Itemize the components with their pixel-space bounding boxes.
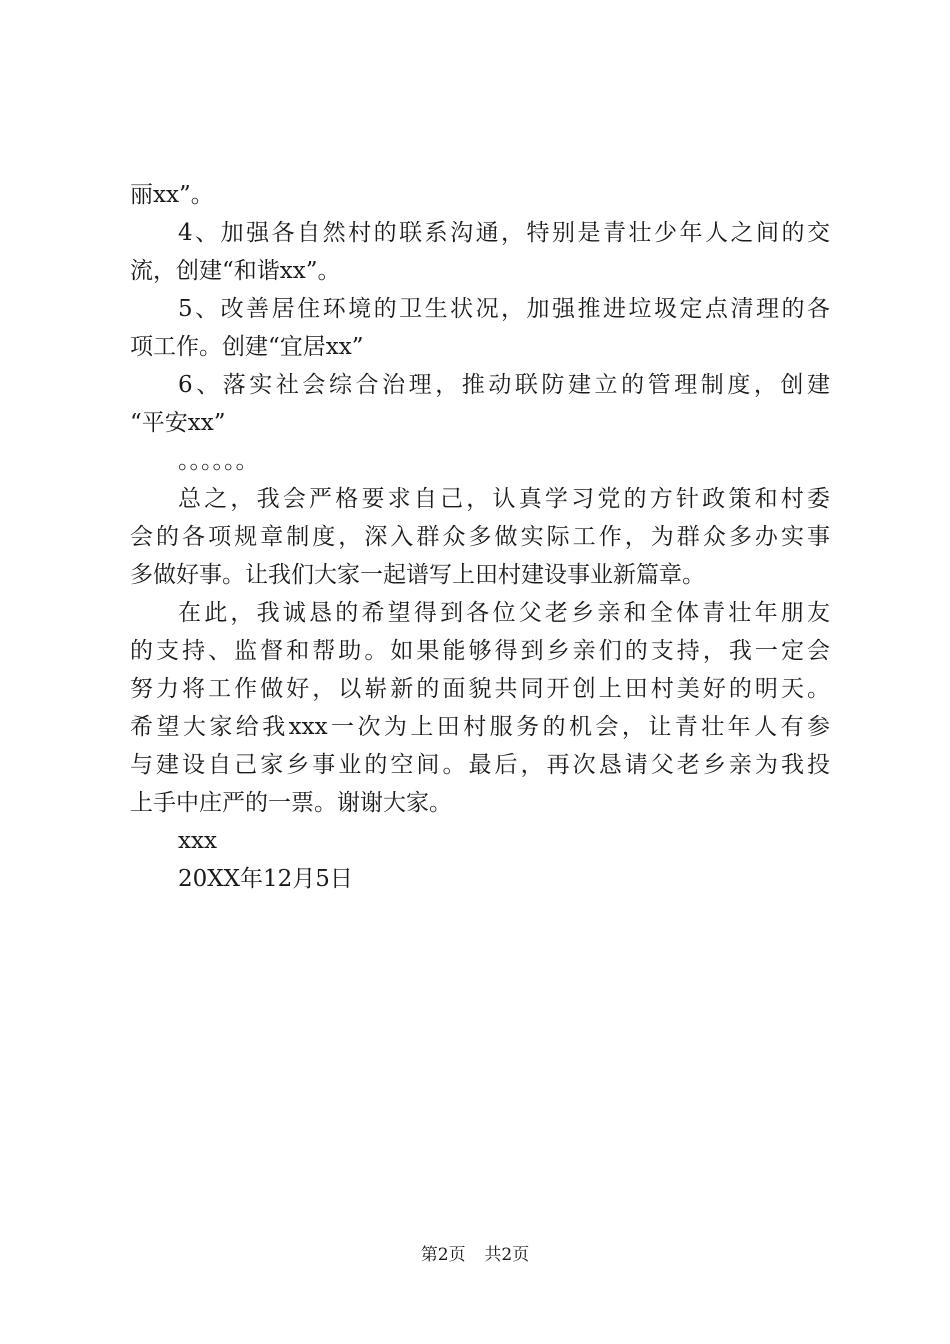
text-line: 在此，我诚恳的希望得到各位父老乡亲和全体青壮年朋友 bbox=[178, 600, 830, 626]
page-footer bbox=[0, 1244, 950, 1266]
text-line: “平安xx” bbox=[130, 410, 226, 436]
text-line: 上手中庄严的一票。谢谢大家。 bbox=[130, 790, 452, 816]
text-line: 流，创建“和谐xx”。 bbox=[130, 258, 341, 284]
document-body bbox=[130, 176, 830, 898]
text-line: 与建设自己家乡事业的空间。最后，再次恳请父老乡亲为我投 bbox=[130, 752, 830, 778]
text-line: 的支持、监督和帮助。如果能够得到乡亲们的支持，我一定会 bbox=[130, 638, 830, 664]
text-line: 6、落实社会综合治理，推动联防建立的管理制度，创建 bbox=[178, 372, 830, 398]
ellipsis-line: 。。。。。。 bbox=[178, 448, 259, 474]
text-line: 会的各项规章制度，深入群众多做实际工作，为群众多办实事 bbox=[130, 524, 830, 550]
text-line: 项工作。创建“宜居xx” bbox=[130, 334, 364, 360]
text-line: 希望大家给我xxx一次为上田村服务的机会，让青壮年人有参 bbox=[130, 714, 830, 740]
text-line: 丽xx”。 bbox=[130, 182, 214, 208]
text-line: 4、加强各自然村的联系沟通，特别是青壮少年人之间的交 bbox=[178, 220, 830, 246]
page-total: 共2页 bbox=[484, 1245, 530, 1265]
text-line: 总之，我会严格要求自己，认真学习党的方针政策和村委 bbox=[178, 486, 830, 512]
signature-name: xxx bbox=[178, 828, 217, 854]
text-line: 多做好事。让我们大家一起谱写上田村建设事业新篇章。 bbox=[130, 562, 705, 588]
page-number: 第2页 bbox=[420, 1245, 466, 1265]
text-line: 5、改善居住环境的卫生状况，加强推进垃圾定点清理的各 bbox=[178, 296, 830, 322]
signature-date: 20XX年12月5日 bbox=[178, 866, 353, 892]
text-line: 努力将工作做好，以崭新的面貌共同开创上田村美好的明天。 bbox=[130, 676, 830, 702]
